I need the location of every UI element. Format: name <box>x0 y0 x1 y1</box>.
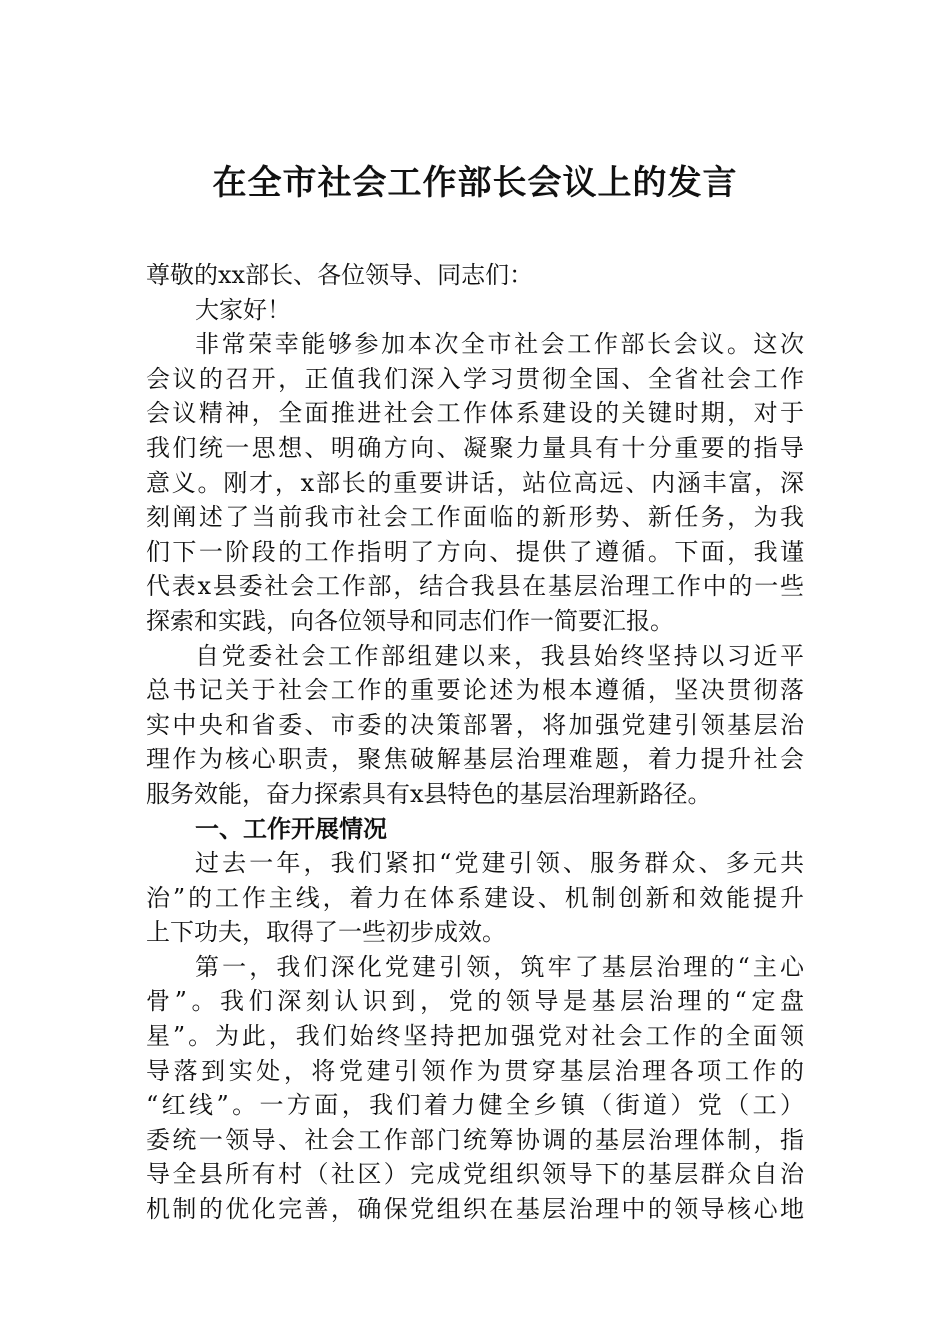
text-line: 非常荣幸能够参加本次全市社会工作部长会议。这次 <box>195 330 804 359</box>
text-line: 自党委社会工作部组建以来，我县始终坚持以习近平 <box>195 641 804 670</box>
text-line: 导落到实处，将党建引领作为贯穿基层治理各项工作的 <box>146 1056 804 1085</box>
text-line: “红线”。一方面，我们着力健全乡镇（街道）党（工） <box>146 1091 804 1120</box>
text-line: 过去一年，我们紧扣“党建引领、服务群众、多元共 <box>195 849 804 878</box>
text-line: 导全县所有村（社区）完成党组织领导下的基层群众自治 <box>146 1160 804 1189</box>
greeting: 尊敬的xx部长、各位领导、同志们： <box>146 261 534 289</box>
document-body <box>146 258 804 1227</box>
paragraph-overview <box>146 846 804 950</box>
section-heading: 一、工作开展情况 <box>195 814 387 843</box>
text-line: 刻阐述了当前我市社会工作面临的新形势、新任务，为我 <box>146 503 804 532</box>
text-line: 探索和实践，向各位领导和同志们作一简要汇报。 <box>146 606 674 635</box>
text-line: 会议精神，全面推进社会工作体系建设的关键时期，对于 <box>146 399 804 428</box>
paragraph-background <box>146 639 804 812</box>
text-line: 服务效能，奋力探索具有x县特色的基层治理新路径。 <box>146 779 712 808</box>
text-line: 第一，我们深化党建引领，筑牢了基层治理的“主心 <box>195 952 804 981</box>
text-line: 意义。刚才，x部长的重要讲话，站位高远、内涵丰富，深 <box>146 468 804 497</box>
text-line: 实中央和省委、市委的决策部署，将加强党建引领基层治 <box>146 710 804 739</box>
text-line: 会议的召开，正值我们深入学习贯彻全国、全省社会工作 <box>146 364 804 393</box>
text-line: 代表x县委社会工作部，结合我县在基层治理工作中的一些 <box>146 572 804 601</box>
text-line: 总书记关于社会工作的重要论述为根本遵循，坚决贯彻落 <box>146 676 804 705</box>
text-line: 星”。为此，我们始终坚持把加强党对社会工作的全面领 <box>146 1022 804 1051</box>
text-line: 们下一阶段的工作指明了方向、提供了遵循。下面，我谨 <box>146 537 804 566</box>
text-line: 委统一领导、社会工作部门统筹协调的基层治理体制，指 <box>146 1125 804 1154</box>
paragraph-intro <box>146 327 804 638</box>
document-title: 在全市社会工作部长会议上的发言 <box>212 163 738 203</box>
text-line: 我们统一思想、明确方向、凝聚力量具有十分重要的指导 <box>146 433 804 462</box>
salutation: 大家好！ <box>195 295 291 324</box>
paragraph-first-point <box>146 950 804 1227</box>
text-line: 治”的工作主线，着力在体系建设、机制创新和效能提升 <box>146 883 804 912</box>
text-line: 骨”。我们深刻认识到，党的领导是基层治理的“定盘 <box>146 987 804 1016</box>
text-line: 上下功夫，取得了一些初步成效。 <box>146 918 506 947</box>
text-line: 机制的优化完善，确保党组织在基层治理中的领导核心地 <box>146 1195 804 1224</box>
text-line: 理作为核心职责，聚焦破解基层治理难题，着力提升社会 <box>146 745 804 774</box>
